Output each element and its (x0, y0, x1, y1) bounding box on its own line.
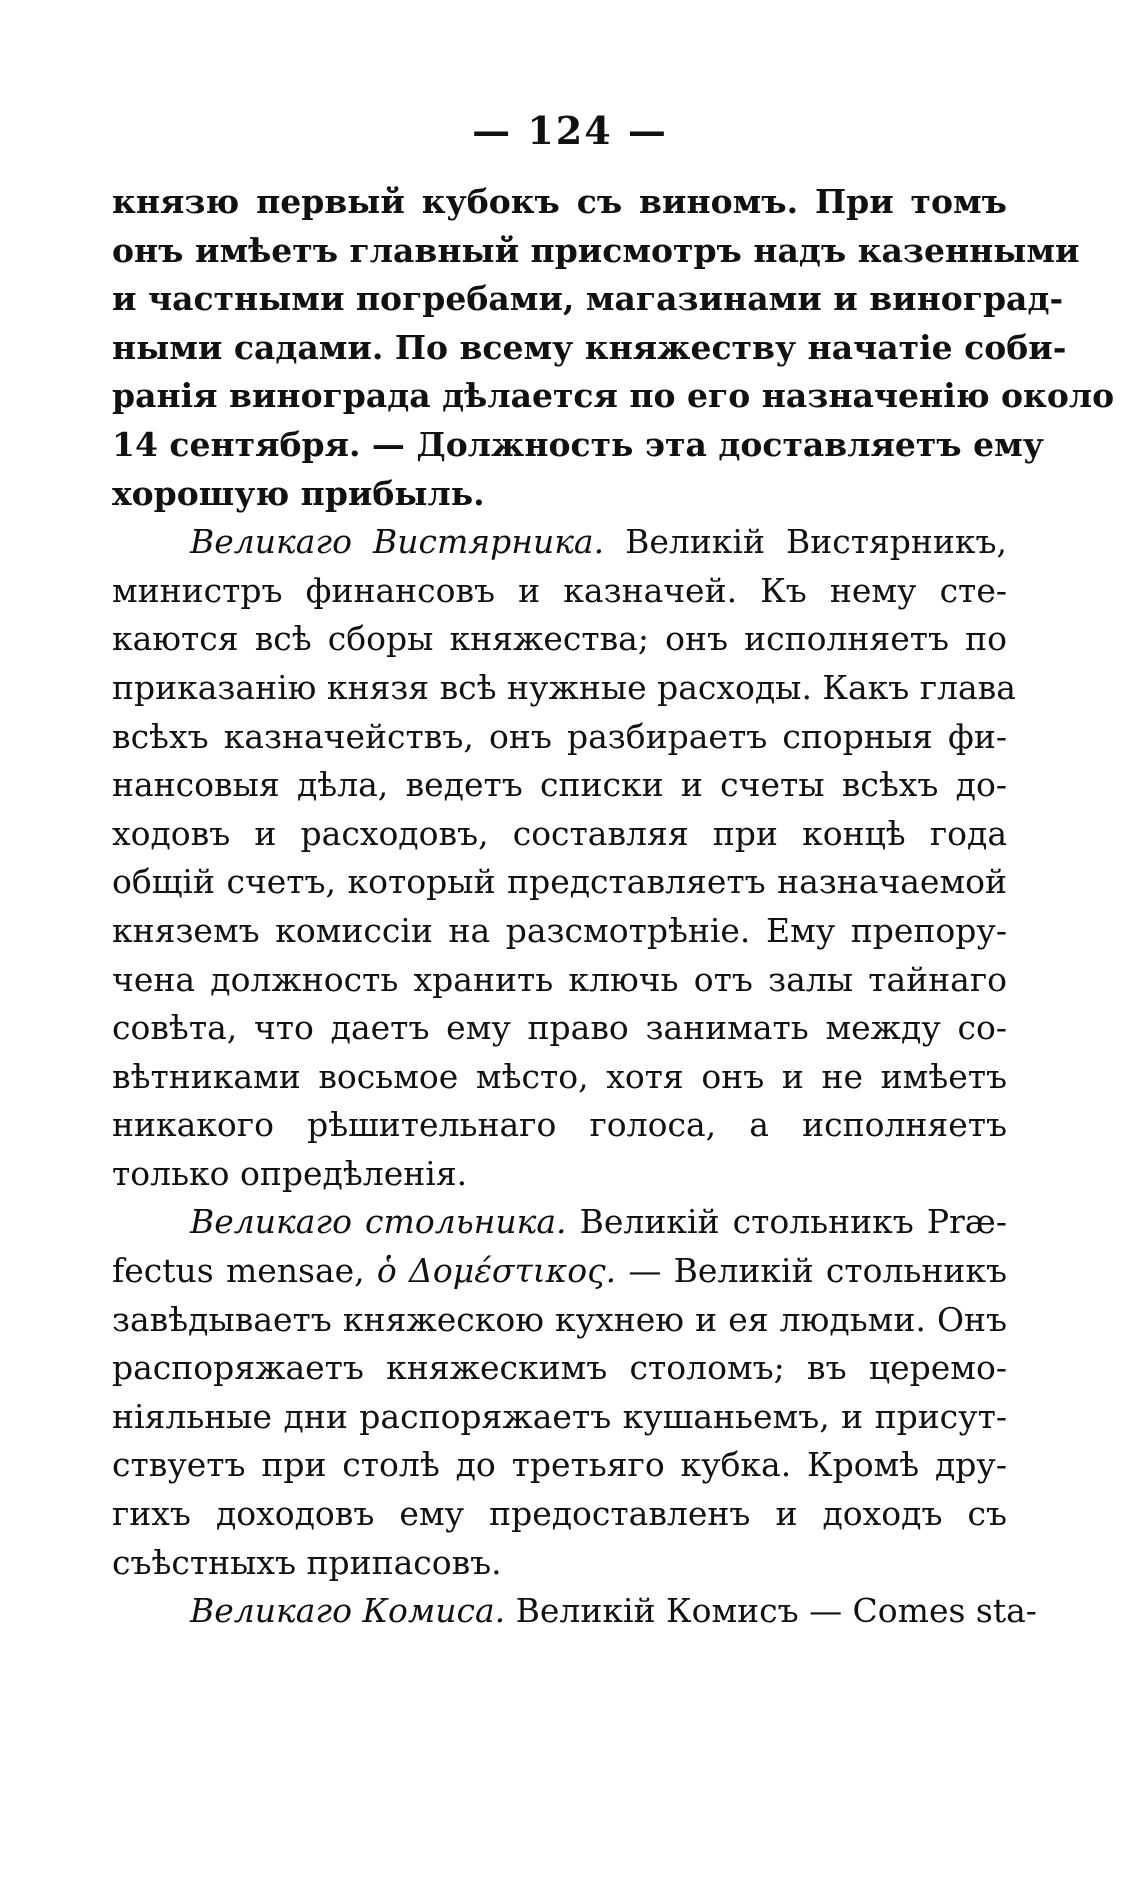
text-line: гихъ доходовъ ему предоставленъ и доходъ съ (112, 1494, 1007, 1534)
text-fragment: Великій Комисъ — Comes sta- (505, 1591, 1037, 1631)
text-line: ніяльные дни распоряжаетъ кушаньемъ, и присут- (112, 1396, 1007, 1436)
text-line-mixed (112, 1247, 1007, 1296)
text-line: вѣтниками восьмое мѣсто, хотя онъ и не имѣетъ (112, 1056, 1007, 1096)
text-line: чена должность хранить ключь отъ залы тайнаго (112, 959, 1007, 999)
text-line: каются всѣ сборы княжества; онъ исполняетъ по (112, 619, 1007, 659)
greek-term: ὁ Δομέστικος. (376, 1251, 617, 1291)
text-line: распоряжаетъ княжескимъ столомъ; въ церемо- (112, 1348, 1007, 1388)
text-line: только опредѣленія. (112, 1153, 468, 1193)
text-line: министръ финансовъ и казначей. Къ нему сте- (112, 570, 1007, 610)
text-line: ходовъ и расходовъ, составляя при концѣ года (112, 813, 1007, 853)
body-text (112, 178, 1115, 1636)
text-line: нансовыя дѣла, ведетъ списки и счеты всѣхъ до- (112, 765, 1007, 805)
text-line: приказанію князя всѣ нужные расходы. Какъ глава (112, 667, 1016, 707)
text-line: князю первый кубокъ съ виномъ. При томъ (112, 182, 1007, 221)
text-fragment: Великій Вистярникъ, (604, 522, 1007, 562)
text-line: княземъ комиссіи на разсмотрѣніе. Ему препору- (112, 910, 1007, 950)
section-heading-stolnik: Великаго стольника. (190, 1202, 567, 1242)
text-line: и частными погребами, магазинами и виноград- (112, 279, 1064, 319)
text-line: ными садами. По всему княжеству начатіе соби- (112, 327, 1067, 367)
text-fragment: Великій стольникъ Præ- (566, 1202, 1007, 1242)
text-line: совѣта, что даетъ ему право занимать между со- (112, 1008, 1007, 1048)
text-fragment: — Великій стольникъ (616, 1251, 1007, 1291)
text-line: общій счетъ, который представляетъ назначаемой (112, 862, 1007, 902)
text-line: завѣдываетъ княжескою кухнею и ея людьми. Онъ (112, 1299, 1007, 1339)
section-line-komis (112, 1587, 1037, 1636)
page-number: — 124 — (472, 108, 668, 153)
text-line: съѣстныхъ припасовъ. (112, 1542, 502, 1582)
text-line: онъ имѣетъ главный присмотръ надъ казенными (112, 230, 1080, 270)
text-fragment: fectus mensae, (112, 1251, 377, 1291)
section-heading-komis: Великаго Комиса. (190, 1591, 506, 1631)
text-line: ствуетъ при столѣ до третьяго кубка. Кромѣ дру- (112, 1445, 1007, 1485)
text-line: ранія винограда дѣлается по его назначенію около (112, 376, 1115, 416)
text-line: всѣхъ казначействъ, онъ разбираетъ спорныя фи- (112, 716, 1007, 756)
section-line-stolnik (112, 1198, 1007, 1247)
section-heading-vistyarnik: Великаго Вистярника. (190, 522, 605, 562)
text-line: 14 сентября. — Должность эта доставляетъ ему (112, 424, 1044, 464)
text-line: никакого рѣшительнаго голоса, а исполняетъ (112, 1105, 1007, 1145)
section-line-vistyarnik (112, 518, 1007, 567)
text-line: хорошую прибыль. (112, 473, 485, 513)
